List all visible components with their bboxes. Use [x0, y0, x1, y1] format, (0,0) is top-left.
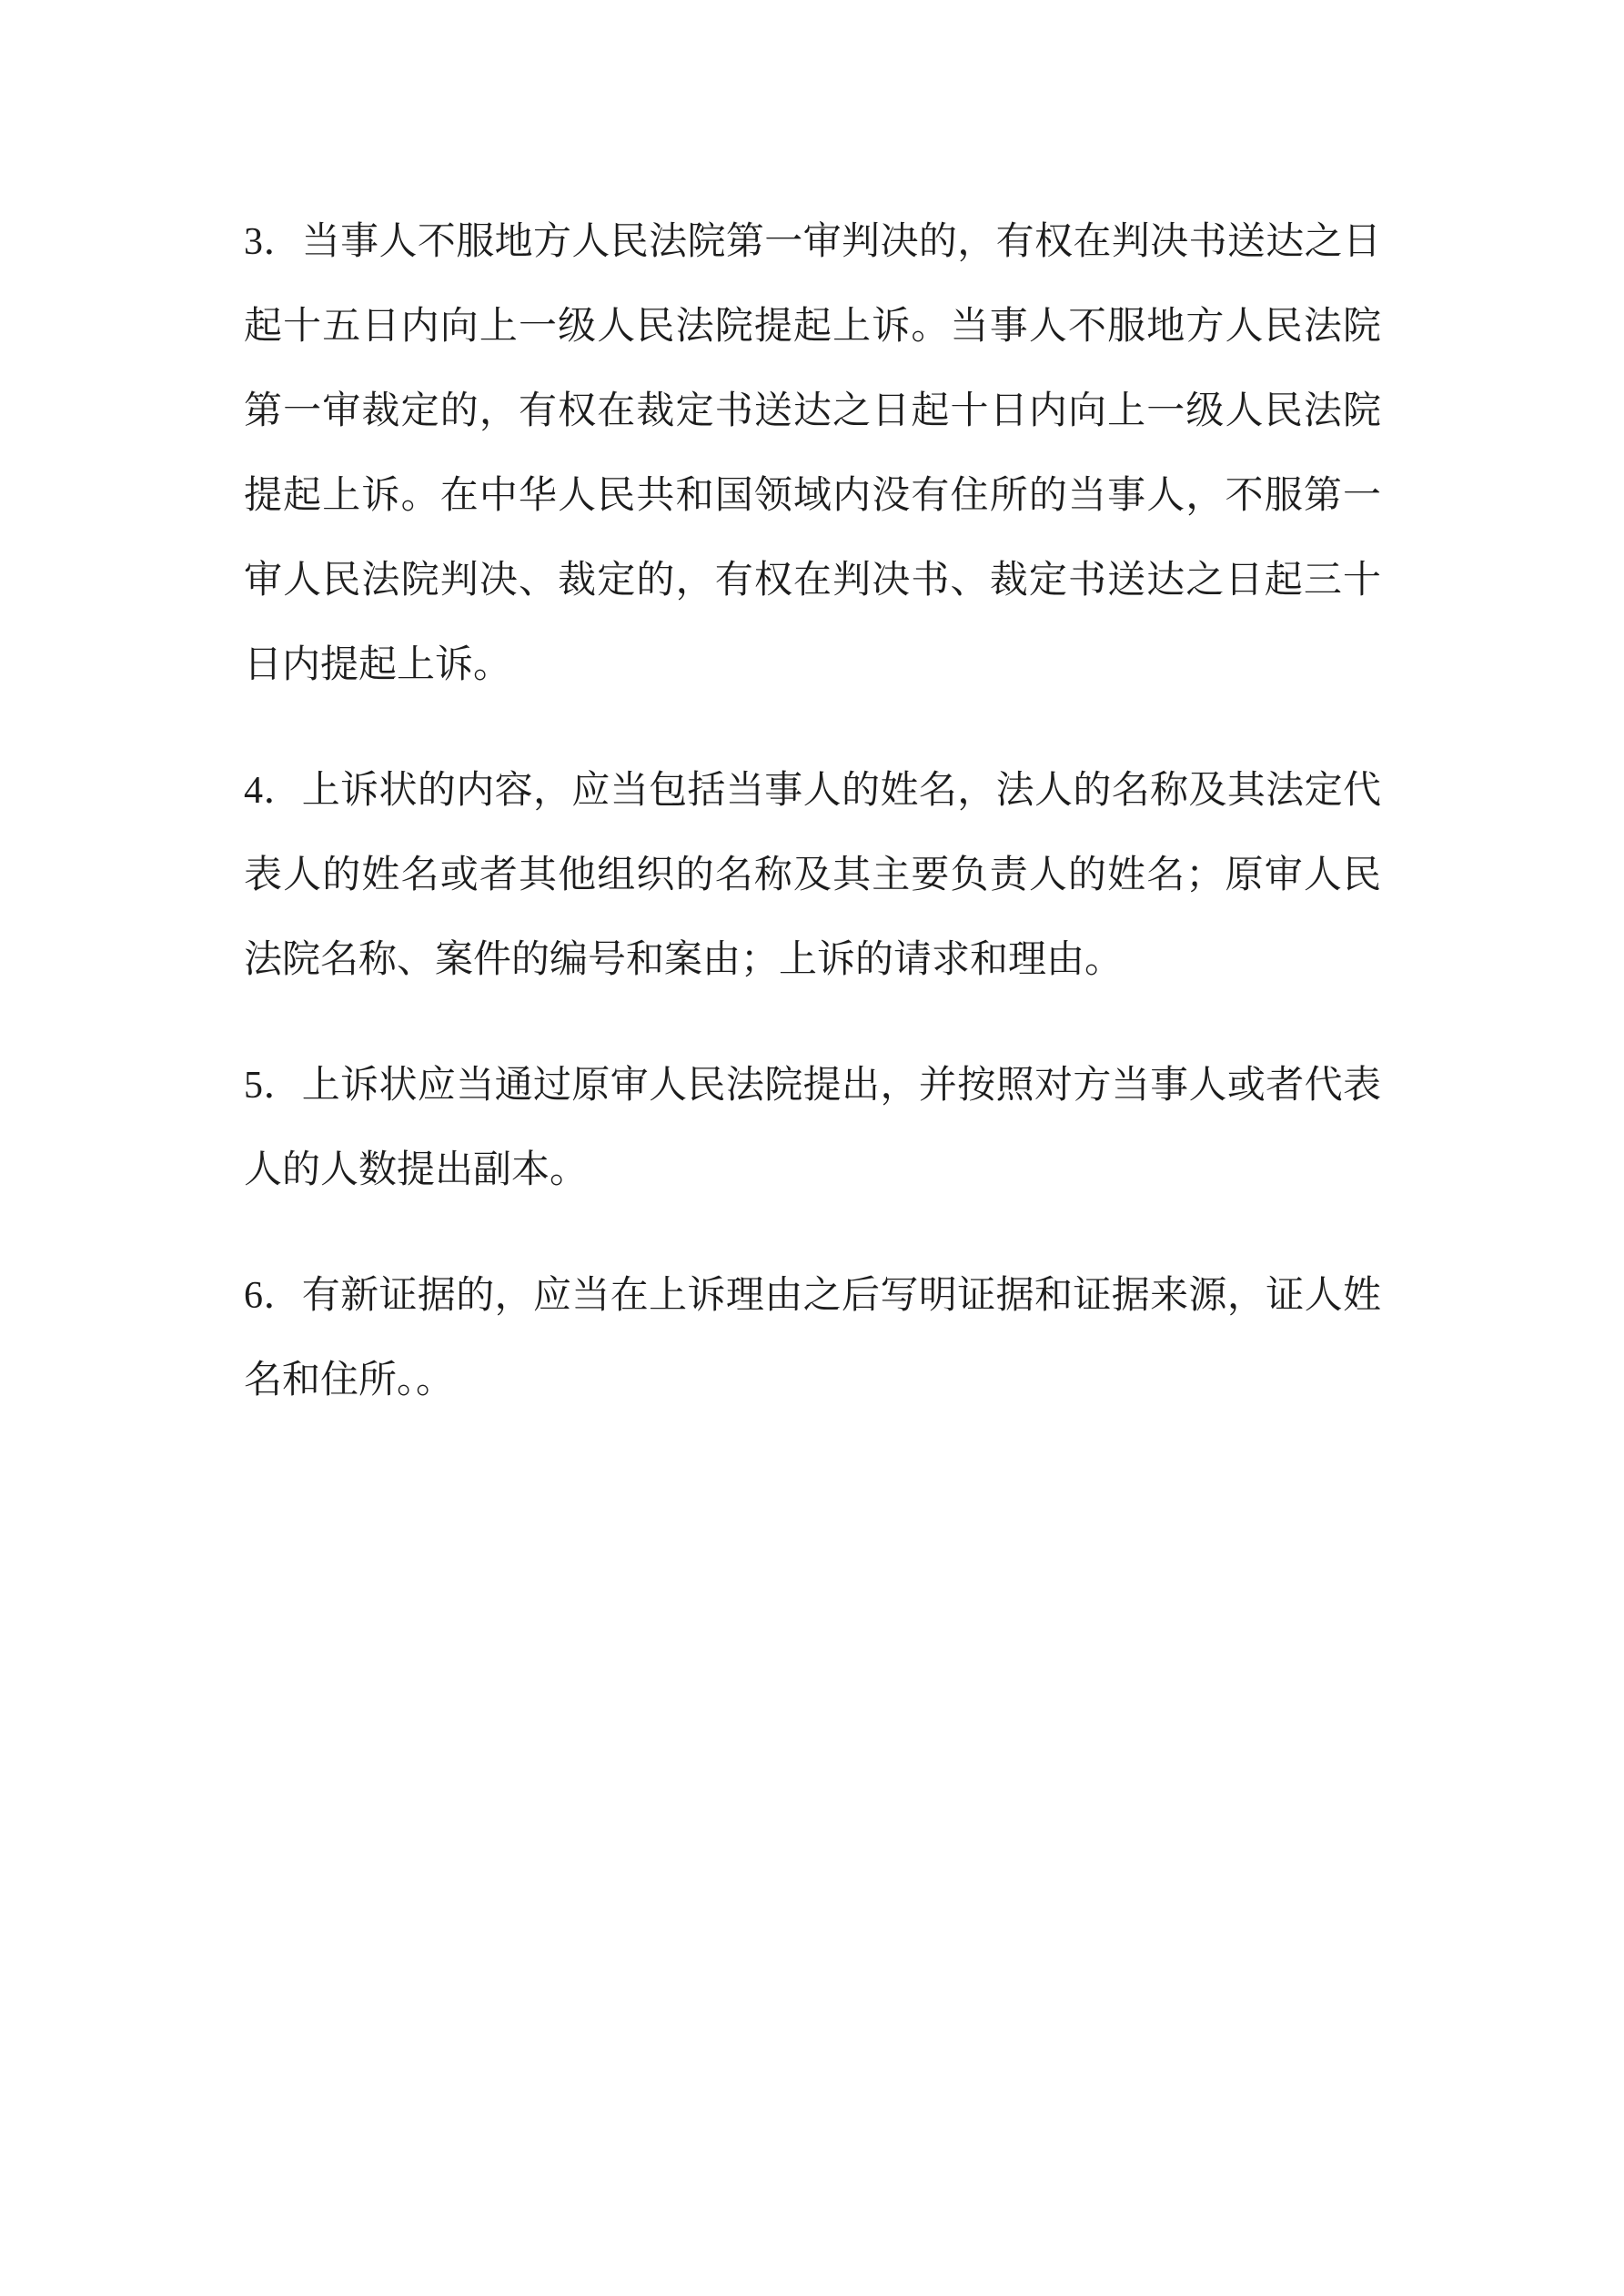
paragraph-6: 6．有新证据的，应当在上诉理由之后写明证据和证据来源，证人姓名和住所。。 [244, 1275, 1381, 1401]
paragraph-4: 4．上诉状的内容，应当包括当事人的姓名，法人的名称及其法定代表人的姓名或者其他组织的名称及其主要负责人的姓名；原审人民法院名称、案件的编号和案由；上诉的请求和理由。 [244, 770, 1381, 981]
paragraph-3: 3．当事人不服地方人民法院第一审判决的，有权在判决书送达之日起十五日内向上一级人民法院提起上诉。当事人不服地方人民法院第一审裁定的，有权在裁定书送达之日起十日内向上一级人民法院提起上诉。在中华人民共和国领域内没有住所的当事人，不服第一审人民法院判决、裁定的，有权在判决书、裁定书送达之日起三十日内提起上诉。 [244, 221, 1381, 686]
paragraph-5: 5．上诉状应当通过原审人民法院提出，并按照对方当事人或者代表人的人数提出副本。 [244, 1065, 1381, 1191]
document-content [244, 200, 1381, 1464]
